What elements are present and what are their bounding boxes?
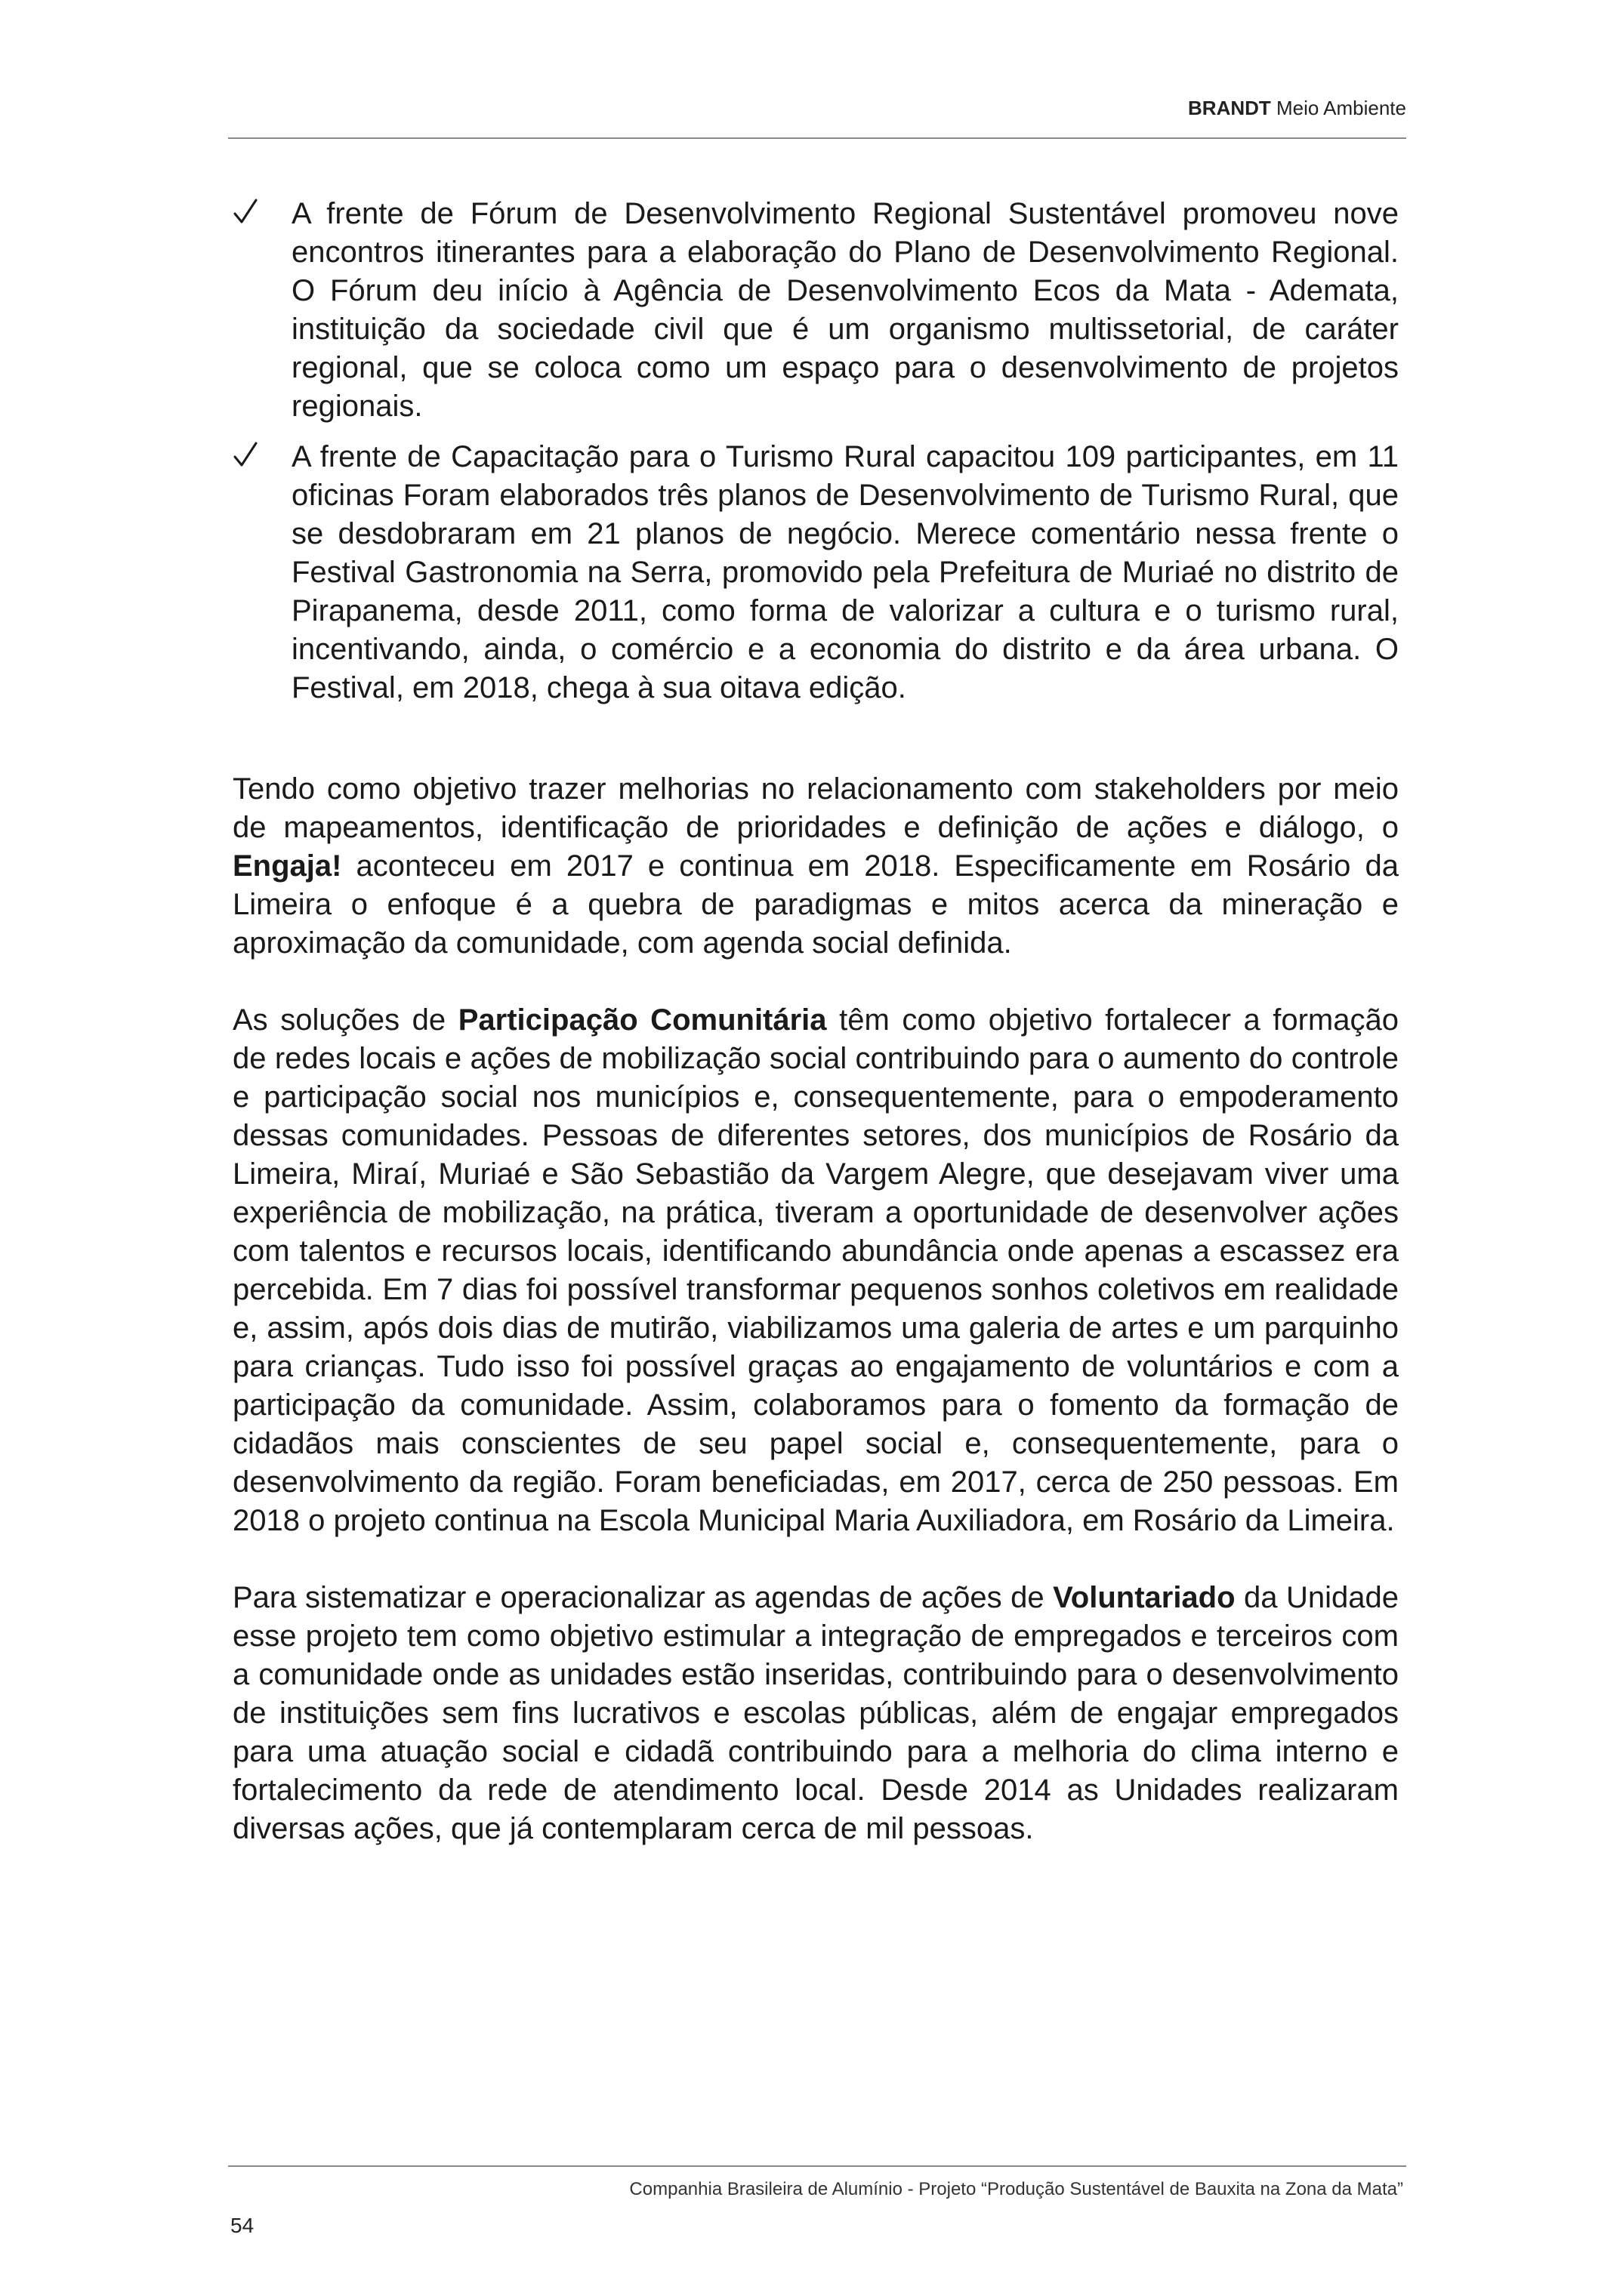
highlight-voluntariado: Voluntariado (1053, 1581, 1236, 1614)
highlight-engaja: Engaja! (233, 849, 342, 883)
footer-text: Companhia Brasileira de Alumínio - Projeto “Produção Sustentável de Bauxita na Zona da Mata” (629, 2179, 1403, 2199)
checklist (233, 195, 1399, 707)
paragraph-text: da Unidade esse projeto tem como objetivo estimular a integração de empregados e terceiros com a comunidade onde as unidades estão inseridas, contribuindo para o desenvolvimento de instituições sem fins lucrativos e escolas públicas, além de engajar empregados para uma atuação social e cidadã contribuindo para a melhoria do clima interno e fortalecimento da rede de atendimento local. Desde 2014 as Unidades realizaram diversas ações, que já contemplaram cerca de mil pessoas. (233, 1581, 1399, 1845)
paragraph-text: Para sistematizar e operacionalizar as agendas de ações de (233, 1581, 1054, 1614)
list-item-text: A frente de Capacitação para o Turismo Rural capacitou 109 participantes, em 11 oficinas Foram elaborados três planos de Desenvolvimento de Turismo Rural, que se desdobraram em 21 planos de negócio. Merece comentário nessa frente o Festival Gastronomia na Serra, promovido pela Prefeitura de Muriaé no distrito de Pirapanema, desde 2011, como forma de valorizar a cultura e o turismo rural, incentivando, ainda, o comércio e a economia do distrito e da área urbana. O Festival, em 2018, chega à sua oitava edição. (292, 440, 1399, 704)
paragraph-text: têm como objetivo fortalecer a formação de redes locais e ações de mobilização social contribuindo para o aumento do controle e participação social nos municípios e, consequentemente, para o empoderamento dessas comunidades. Pessoas de diferentes setores, dos municípios de Rosário da Limeira, Miraí, Muriaé e São Sebastião da Vargem Alegre, que desejavam viver uma experiência de mobilização, na prática, tiveram a oportunidade de desenvolver ações com talentos e recursos locais, identificando abundância onde apenas a escassez era percebida. Em 7 dias foi possível transformar pequenos sonhos coletivos em realidade e, assim, após dois dias de mutirão, viabilizamos uma galeria de artes e um parquinho para crianças. Tudo isso foi possível graças ao engajamento de voluntários e com a participação da comunidade. Assim, colaboramos para o fomento da formação de cidadãos mais conscientes de seu papel social e, consequentemente, para o desenvolvimento da região. Foram beneficiadas, em 2017, cerca de 250 pessoas. Em 2018 o projeto continua na Escola Municipal Maria Auxiliadora, em Rosário da Limeira. (233, 1003, 1399, 1537)
header-divider (228, 137, 1406, 139)
header-subtitle: Meio Ambiente (1270, 97, 1406, 119)
main-content (233, 195, 1399, 1848)
highlight-participacao: Participação Comunitária (458, 1003, 827, 1037)
paragraph-voluntariado (233, 1579, 1399, 1848)
paragraph-text: Tendo como objetivo trazer melhorias no relacionamento com stakeholders por meio de mapeamentos, identificação de prioridades e definição de ações e diálogo, o (233, 772, 1399, 844)
page-number: 54 (230, 2214, 255, 2237)
list-item (233, 195, 1399, 426)
page-header (228, 97, 1406, 120)
paragraph-text: As soluções de (233, 1003, 458, 1037)
list-item-text: A frente de Fórum de Desenvolvimento Regional Sustentável promoveu nove encontros itinerantes para a elaboração do Plano de Desenvolvimento Regional. O Fórum deu início à Agência de Desenvolvimento Ecos da Mata - Ademata, instituição da sociedade civil que é um organismo multissetorial, de caráter regional, que se coloca como um espaço para o desenvolvimento de projetos regionais. (292, 197, 1399, 423)
paragraph-participacao (233, 1001, 1399, 1540)
checkmark-icon (233, 197, 258, 227)
footer-divider (228, 2165, 1406, 2167)
header-brand: BRANDT (1188, 97, 1271, 119)
paragraph-text: aconteceu em 2017 e continua em 2018. Especificamente em Rosário da Limeira o enfoque é a quebra de paradigmas e mitos acerca da mineração e aproximação da comunidade, com agenda social definida. (233, 849, 1399, 960)
checkmark-icon (233, 440, 258, 470)
paragraph-engaja (233, 770, 1399, 963)
list-item (233, 438, 1399, 707)
